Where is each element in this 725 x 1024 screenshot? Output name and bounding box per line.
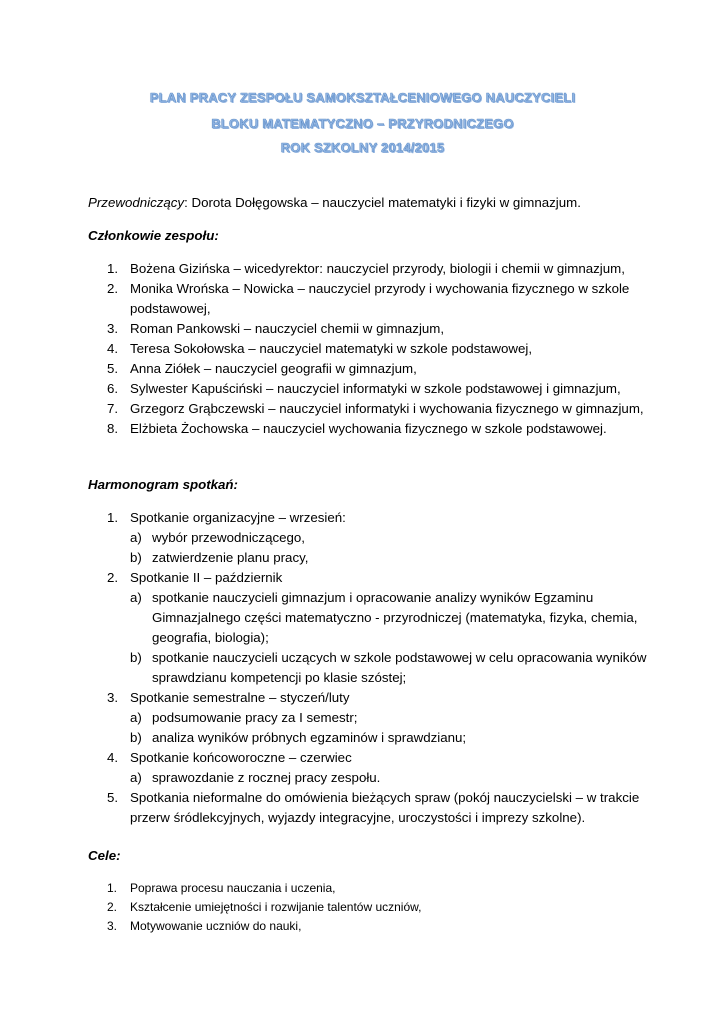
sub-list-item: b) analiza wyników próbnych egzaminów i sprawdzianu; xyxy=(130,730,467,745)
list-item: 6. Sylwester Kapuściński – nauczyciel informatyki w szkole podstawowej i gimnazjum, xyxy=(107,381,621,396)
sub-list-item: a) podsumowanie pracy za I semestr; xyxy=(130,710,358,725)
list-item: 4. Teresa Sokołowska – nauczyciel matematyki w szkole podstawowej, xyxy=(107,341,533,356)
chair-label: Przewodniczący xyxy=(88,195,185,210)
sub-list-item: a) wybór przewodniczącego, xyxy=(130,530,305,545)
goals-heading: Cele: xyxy=(88,848,121,863)
list-item: 8. Elżbieta Żochowska – nauczyciel wychowania fizycznego w szkole podstawowej. xyxy=(107,421,607,436)
list-item: 2. Spotkanie II – październik a) spotkanie nauczycieli gimnazjum i opracowanie analizy wyników Egzaminu Gimnazjalnego części matematyczno - przyrodniczej (matematyka, fizyka, chemia, geografia, biologia); b) spotkanie nauczycieli uczących w szkole podstawowej w celu opracowania wyników sprawdzianu kompetencji po klasie szóstej; xyxy=(107,568,650,688)
list-item: 5. Anna Ziółek – nauczyciel geografii w gimnazjum, xyxy=(107,361,417,376)
list-item: 1. Bożena Gizińska – wicedyrektor: nauczyciel przyrody, biologii i chemii w gimnazjum, xyxy=(107,261,625,276)
sub-list-item: a) sprawozdanie z rocznej pracy zespołu. xyxy=(130,770,381,785)
schedule-heading: Harmonogram spotkań: xyxy=(88,477,238,492)
list-item: 3. Spotkanie semestralne – styczeń/luty a) podsumowanie pracy za I semestr; b) analiza wyników próbnych egzaminów i sprawdzianu; xyxy=(107,688,650,748)
schedule-list xyxy=(107,508,650,828)
sub-list-item: b) spotkanie nauczycieli uczących w szkole podstawowej w celu opracowania wyników sprawdzianu kompetencji po klasie szóstej; xyxy=(130,650,647,685)
list-item: 3. Roman Pankowski – nauczyciel chemii w gimnazjum, xyxy=(107,321,445,336)
document-title-line-1: PLAN PRACY ZESPOŁU SAMOKSZTAŁCENIOWEGO NAUCZYCIELI xyxy=(149,90,576,105)
document-title-line-3: ROK SZKOLNY 2014/2015 xyxy=(280,140,445,155)
chair-paragraph xyxy=(88,193,581,213)
goals-list xyxy=(107,879,650,936)
members-list xyxy=(107,259,650,439)
list-item: 4. Spotkanie końcoworoczne – czerwiec a) sprawozdanie z rocznej pracy zespołu. xyxy=(107,748,650,788)
document-title-line-2: BLOKU MATEMATYCZNO – PRZYRODNICZEGO xyxy=(211,116,514,131)
list-item: 2. Monika Wrońska – Nowicka – nauczyciel przyrody i wychowania fizycznego w szkole podstawowej, xyxy=(107,281,630,316)
list-item: 1. Poprawa procesu nauczania i uczenia, xyxy=(107,881,336,895)
sub-list-item: a) spotkanie nauczycieli gimnazjum i opracowanie analizy wyników Egzaminu Gimnazjalnego części matematyczno - przyrodniczej (matematyka, fizyka, chemia, geografia, biologia); xyxy=(130,590,638,645)
list-item: 1. Spotkanie organizacyjne – wrzesień: a) wybór przewodniczącego, b) zatwierdzenie planu pracy, xyxy=(107,508,650,568)
list-item: 7. Grzegorz Grąbczewski – nauczyciel informatyki i wychowania fizycznego w gimnazjum, xyxy=(107,401,644,416)
sub-list-item: b) zatwierdzenie planu pracy, xyxy=(130,550,309,565)
list-item: 2. Kształcenie umiejętności i rozwijanie talentów uczniów, xyxy=(107,900,422,914)
list-item: 3. Motywowanie uczniów do nauki, xyxy=(107,919,302,933)
list-item: 5. Spotkania nieformalne do omówienia bieżących spraw (pokój nauczycielski – w trakcie przerw śródlekcyjnych, wyjazdy integracyjne, uroczystości i imprezy szkolne). xyxy=(107,790,640,825)
chair-text: : Dorota Dołęgowska – nauczyciel matematyki i fizyki w gimnazjum. xyxy=(184,195,581,210)
members-heading: Członkowie zespołu: xyxy=(88,228,219,243)
